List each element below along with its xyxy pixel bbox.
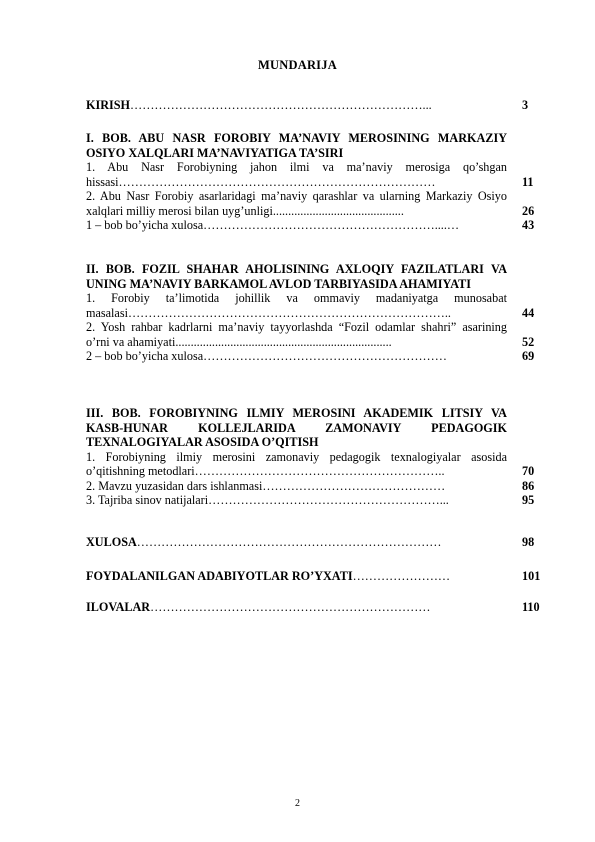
toc-item-text: 3. Tajriba sinov natijalari [86,493,209,507]
page-number: 86 [522,478,535,493]
leader-dots: ……………………………………… [262,478,446,493]
toc-label: FOYDALANILGAN ADABIYOTLAR RO’YXATI [86,569,353,583]
page-title: MUNDARIJA [258,58,337,72]
page-number: 69 [522,349,535,363]
toc-row [86,600,546,615]
page-number: 3 [522,98,529,112]
toc-row [86,291,546,320]
toc-intro [86,98,546,113]
chapter-title: III. BOB. FOROBIYNING ILMIY MEROSINI AKADEMIK LITSIY VA KASB-HUNAR KOLLEJLARIDA ZAMONAVIY PEDAGOGIK TEXNALOGIYALAR ASOSIDA O’QITISH [86,406,507,449]
leader-dots: …………………………………………………….. [194,464,445,478]
footer-page-number: 2 [295,798,300,809]
leader-dots: …………………………………………………... [208,493,449,507]
toc-row [86,569,546,584]
toc-label: KIRISH [86,98,131,112]
chapter-title: I. BOB. ABU NASR FOROBIY MA’NAVIY MEROSINING MARKAZIY OSIYO XALQLARI MA’NAVIYATIGA TA’SIRI [86,131,507,160]
toc-row [86,493,546,508]
toc-row [86,535,546,550]
toc-appendix [86,600,546,615]
toc-item-text: 2. Abu Nasr Forobiy asarlaridagi ma’naviy qarashlar va ularning Markaziy Osiyo xalqlari milliy merosi bilan uyg’unligi [86,189,507,218]
toc-conclusion [86,535,546,550]
leader-dots: ………………………………………………………………... [130,98,432,112]
page-number: 70 [522,464,535,478]
toc-chapter-3 [86,406,546,508]
toc-row [86,479,546,494]
toc-item-text: 2. Yosh rahbar kadrlarni ma’naviy tayyorlashda “Fozil odamlar shahri” asarining o’rni va ahamiyati [86,320,507,349]
leader-dots: ........................................... [272,203,404,218]
page-number: 98 [522,535,535,549]
leader-dots: …………………………………………………………………… [118,174,436,189]
toc-item-text: 1. Abu Nasr Forobiyning jahon ilmi va ma’naviy merosiga qo’shgan hissasi [86,160,507,189]
page-number: 44 [522,305,535,320]
toc-row [86,450,546,479]
page-number: 52 [522,334,535,349]
leader-dots: …………………… [352,569,451,583]
leader-dots: …………………………………………………… [203,349,447,363]
page-number: 110 [522,600,540,614]
page-number: 43 [522,218,535,232]
leader-dots: …………………………………………………………………….. [127,305,451,320]
leader-dots: …………………………………………………....… [203,218,460,232]
leader-dots: …………………………………………………………… [150,600,431,614]
page-number: 26 [522,203,535,218]
page-number: 11 [522,174,534,189]
leader-dots: ………………………………………………………………… [136,535,442,549]
toc-item-text: 1. Forobiy ta’limotida johillik va ommaviy madaniyatga munosabat masalasi [86,291,507,320]
page-number: 101 [522,569,541,583]
toc-item-text: 2 – bob bo’yicha xulosa [86,349,204,363]
toc-references [86,569,546,584]
toc-row [86,160,546,189]
toc-row [86,189,546,218]
toc-row [86,98,546,113]
toc-row [86,349,546,364]
toc-row [86,320,546,349]
toc-row [86,218,546,233]
leader-dots: ....................................................................... [175,334,392,349]
chapter-title: II. BOB. FOZIL SHAHAR AHOLISINING AXLOQIY FAZILATLARI VA UNING MA’NAVIY BARKAMOL AVLOD TARBIYASIDA AHAMIYATI [86,262,507,291]
toc-chapter-1 [86,131,546,233]
page-number: 95 [522,493,535,507]
toc-item-text: 1. Forobiyning ilmiy merosini zamonaviy pedagogik texnalogiyalar asosida o’qitishning metodlari [86,449,507,478]
toc-label: ILOVALAR [86,600,151,614]
toc-item-text: 2. Mavzu yuzasidan dars ishlanmasi [86,478,263,493]
toc-label: XULOSA [86,535,137,549]
toc-item-text: 1 – bob bo’yicha xulosa [86,218,204,232]
toc-chapter-2 [86,262,546,364]
